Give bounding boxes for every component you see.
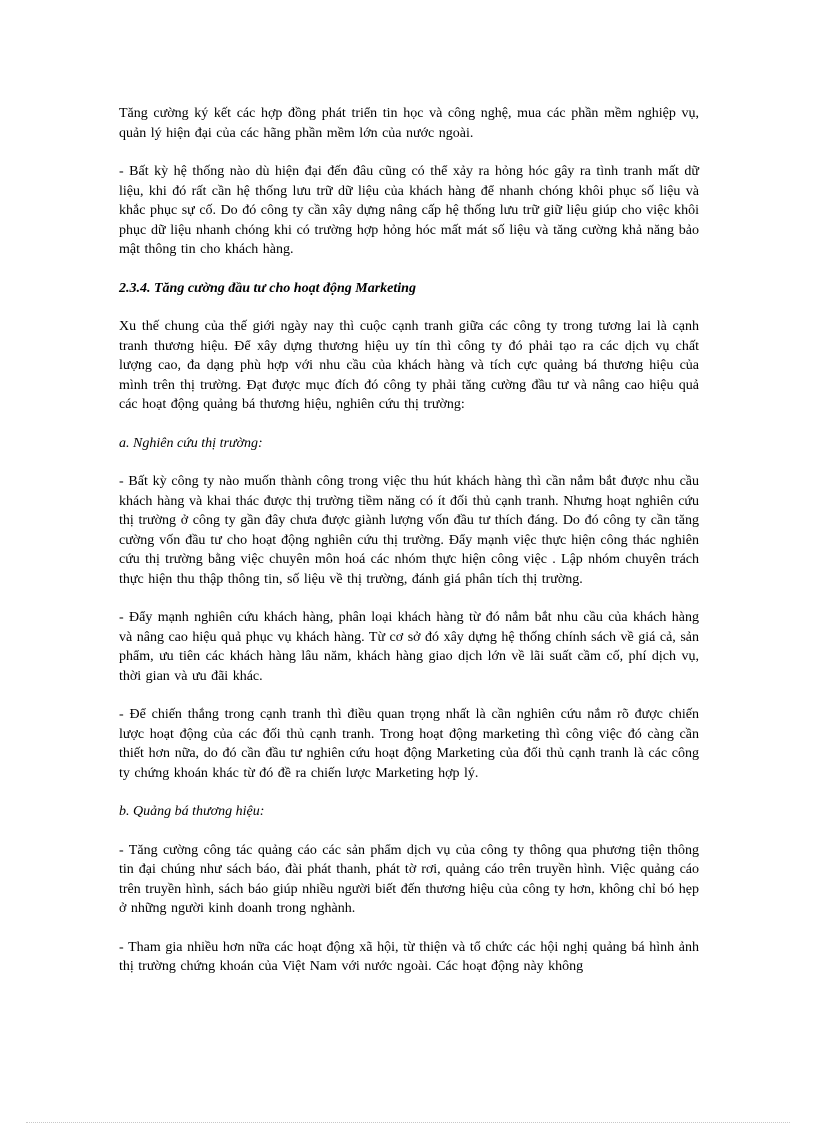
paragraph-software-procurement: Tăng cường ký kết các hợp đồng phát triển tin học và công nghệ, mua các phần mềm nghiệp vụ, quản lý hiện đại của các hãng phần mềm lớn của nước ngoài. xyxy=(119,106,699,141)
paragraph-market-research-2: - Đẩy mạnh nghiên cứu khách hàng, phân loại khách hàng từ đó nắm bắt nhu cầu của khách hàng và nâng cao hiệu quả phục vụ khách hàng. Từ cơ sở đó xây dựng hệ thống chính sách về giá cả, sản phẩm, ưu tiên các khách hàng lâu năm, khách hàng giao dịch lớn về lãi suất cầm cố, phí dịch vụ, thời gian và ưu đãi khác. xyxy=(119,610,699,684)
document-page xyxy=(119,104,699,996)
subsection-heading-brand-promotion: b. Quảng bá thương hiệu: xyxy=(119,804,265,819)
paragraph-market-research-1: - Bất kỳ công ty nào muốn thành công trong việc thu hút khách hàng thì cần nắm bắt được nhu cầu khách hàng và khai thác được thị trường tiềm năng có ít đối thủ cạnh tranh. Nhưng hoạt nghiên cứu thị trường ở công ty gần đây chưa được giành lượng vốn đầu tư thích đáng. Do đó công ty cần tăng cường vốn đầu tư cho hoạt động nghiên cứu thị trường. Đẩy mạnh việc thực hiện công thác nghiên cứu thị trường bằng việc chuyên môn hoá các nhóm thực hiện công việc . Lập nhóm chuyên trách thực hiện thu thập thông tin, số liệu về thị trường, đánh giá phân tích thị trường. xyxy=(119,474,699,587)
section-heading-marketing: 2.3.4. Tăng cường đầu tư cho hoạt động Marketing xyxy=(119,280,416,296)
paragraph-market-research-3: - Để chiến thắng trong cạnh tranh thì điều quan trọng nhất là cần nghiên cứu nắm rõ được chiến lược hoạt động của các đối thủ cạnh tranh. Trong hoạt động marketing thì công việc đó càng cần thiết hơn nữa, do đó cần đầu tư nghiên cứu hoạt động Marketing của đối thủ cạnh tranh là các công ty chứng khoán khác từ đó đề ra chiến lược Marketing hợp lý. xyxy=(119,707,699,781)
paragraph-section-intro: Xu thế chung của thế giới ngày nay thì cuộc cạnh tranh giữa các công ty trong tương lai là cạnh tranh thương hiệu. Để xây dựng thương hiệu uy tín thì công ty đó phải tạo ra các dịch vụ chất lượng cao, đa dạng phù hợp với nhu cầu của khách hàng và tích cực quảng bá thương hiệu của mình trên thị trường. Đạt được mục đích đó công ty phải tăng cường đầu tư và nâng cao hiệu quả các hoạt động quảng bá thương hiệu, nghiên cứu thị trường: xyxy=(119,319,699,412)
paragraph-brand-promotion-1: - Tăng cường công tác quảng cáo các sản phẩm dịch vụ của công ty thông qua phương tiện thông tin đại chúng như sách báo, đài phát thanh, phát tờ rơi, quảng cáo trên truyền hình. Việc quảng cáo trên truyền hình, sách báo giúp nhiều người biết đến thương hiệu của công ty hơn, không chỉ bó hẹp ở những người kinh doanh trong nghành. xyxy=(119,842,699,916)
subsection-heading-market-research: a. Nghiên cứu thị trường: xyxy=(119,435,263,451)
paragraph-brand-promotion-2: - Tham gia nhiều hơn nữa các hoạt động xã hội, từ thiện và tổ chức các hội nghị quảng bá hình ảnh thị trường chứng khoán của Việt Nam với nước ngoài. Các hoạt động này không xyxy=(119,939,699,974)
paragraph-data-backup: - Bất kỳ hệ thống nào dù hiện đại đến đâu cũng có thể xảy ra hỏng hóc gây ra tình tranh mất dữ liệu, khi đó rất cần hệ thống lưu trữ dữ liệu của khách hàng để nhanh chóng khôi phục số liệu và khắc phục sự cố. Do đó công ty cần xây dựng nâng cấp hệ thống lưu trữ giữ liệu giúp cho việc khôi phục dữ liệu nhanh chóng khi có trường hợp hỏng hóc mất mát số liệu và tăng cường khả năng bảo mật thông tin cho khách hàng. xyxy=(119,164,699,257)
